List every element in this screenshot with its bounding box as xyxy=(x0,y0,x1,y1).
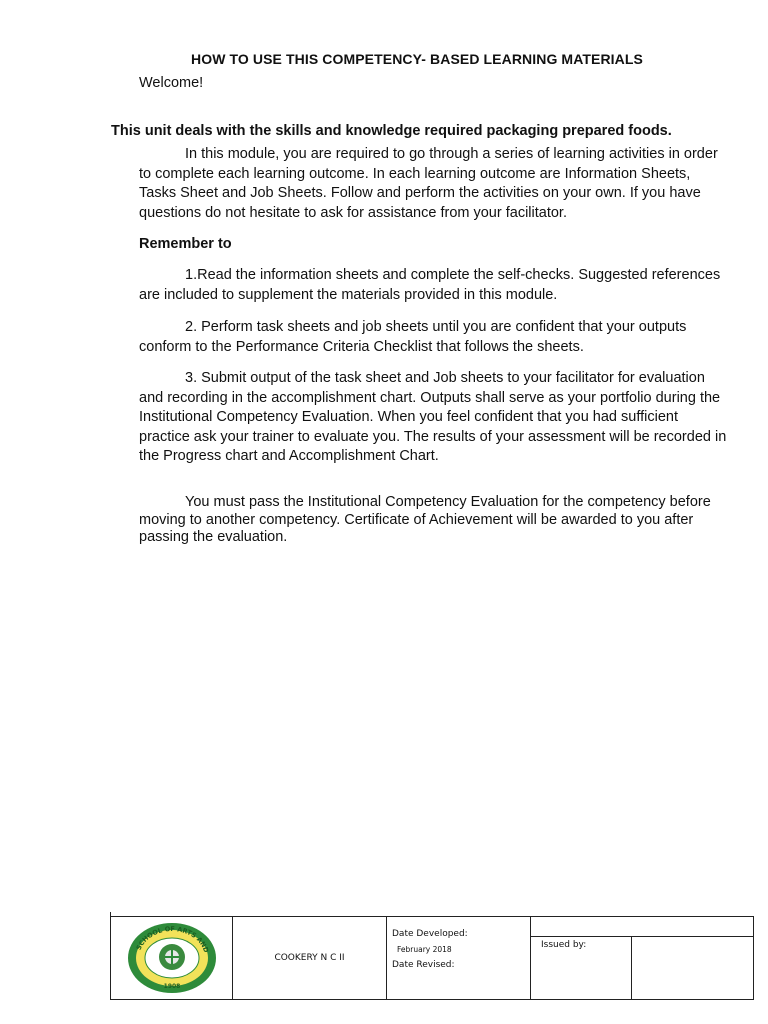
welcome-text: Welcome! xyxy=(139,75,204,91)
date-developed-value: February 2018 xyxy=(397,945,452,954)
unit-statement: This unit deals with the skills and knowledge required packaging prepared foods. xyxy=(111,123,672,139)
closing-text: You must pass the Institutional Competency Evaluation for the competency before moving to another competency. Certificate of Achievement will be awarded to you after passing the evaluation. xyxy=(139,494,711,545)
step-1-paragraph xyxy=(139,266,729,305)
closing-paragraph xyxy=(139,494,729,547)
page-title: HOW TO USE THIS COMPETENCY- BASED LEARNING MATERIALS xyxy=(191,51,643,67)
step-1-text: 1.Read the information sheets and complete the self-checks. Suggested references are included to supplement the materials provided in this module. xyxy=(139,267,721,303)
step-2-text: 2. Perform task sheets and job sheets until you are confident that your outputs conform to the Performance Criteria Checklist that follows the sheets. xyxy=(139,319,687,355)
school-seal-logo xyxy=(127,922,217,994)
issued-by-label: Issued by: xyxy=(531,936,632,999)
logo-cell xyxy=(111,917,233,999)
logo-year: 1908 xyxy=(163,983,181,990)
date-revised-label: Date Revised: xyxy=(392,960,455,970)
course-name: COOKERY N C II xyxy=(274,953,345,963)
issued-cell xyxy=(531,917,753,999)
course-cell xyxy=(233,917,387,999)
step-2-paragraph xyxy=(139,318,729,357)
step-3-text: 3. Submit output of the task sheet and Job sheets to your facilitator for evaluation and recording in the accomplishment chart. Outputs shall serve as your portfolio during the Institutional Competency Evaluation. When you feel confident that you had sufficient practice ask your trainer to evaluate you. The results of your assessment will be recorded in the Progress chart and Accomplishment Chart. xyxy=(139,370,727,464)
footer-table xyxy=(110,916,754,1000)
step-3-paragraph xyxy=(139,369,729,467)
intro-paragraph xyxy=(139,145,729,223)
date-developed-label: Date Developed: xyxy=(392,929,468,939)
intro-text: In this module, you are required to go through a series of learning activities in order to complete each learning outcome. In each learning outcome are Information Sheets, Tasks Sheet and Job Sheets. Follow and perform the activities on your own. If you have questions do not hesitate to ask for assistance from your facilitator. xyxy=(139,146,718,221)
date-cell xyxy=(387,917,531,999)
issued-header-row xyxy=(531,917,753,937)
remember-heading: Remember to xyxy=(139,236,232,252)
logo-ring-text: SCHOOL OF ARTS AND xyxy=(134,924,211,954)
